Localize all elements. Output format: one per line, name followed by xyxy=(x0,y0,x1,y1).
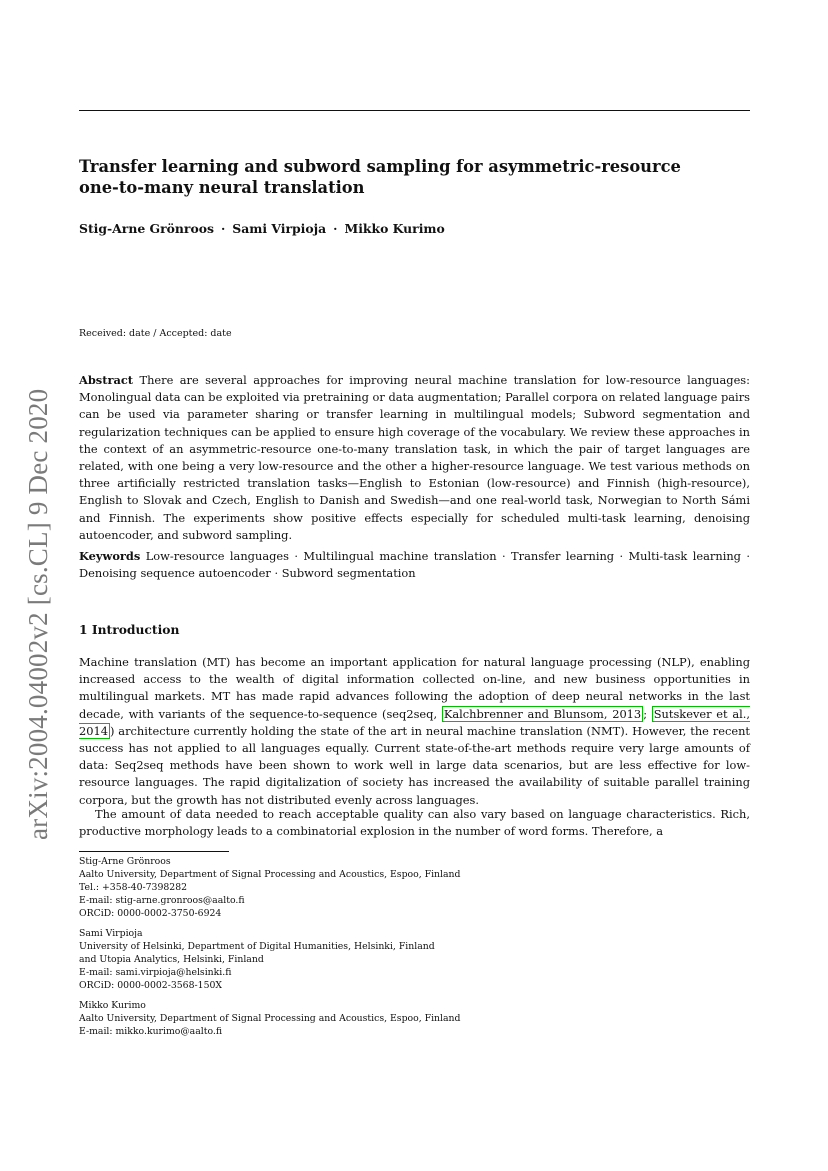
footnote-line: ORCiD: 0000-0002-3568-150X xyxy=(79,980,223,992)
footnote-line: E-mail: mikko.kurimo@aalto.fi xyxy=(79,1026,223,1038)
citation-link-sutskever[interactable]: Sutskever et al., 2014 xyxy=(79,706,751,738)
footnote-line: Stig-Arne Grönroos xyxy=(79,856,171,867)
footnote-line: Mikko Kurimo xyxy=(79,1000,146,1011)
arxiv-identifier: arXiv:2004.04002v2 [cs.CL] 9 Dec 2020 xyxy=(23,388,53,840)
footnote-line: E-mail: stig-arne.gronroos@aalto.fi xyxy=(79,895,245,907)
footnote-line: Sami Virpioja xyxy=(79,928,143,939)
footnote-line: ORCiD: 0000-0002-3750-6924 xyxy=(79,908,222,920)
footnote-line: and Utopia Analytics, Helsinki, Finland xyxy=(79,954,264,966)
author-footnote xyxy=(79,927,639,992)
footnote-rule xyxy=(79,851,229,852)
header-rule xyxy=(79,110,750,111)
author-name: Mikko Kurimo xyxy=(344,221,445,236)
citation-link-kalchbrenner[interactable]: Kalchbrenner and Blunsom, 2013 xyxy=(443,706,642,721)
footnote-line: E-mail: sami.virpioja@helsinki.fi xyxy=(79,967,232,979)
keywords xyxy=(79,548,750,582)
keywords-text: Low-resource languages · Multilingual machine translation · Transfer learning · Multi-task learning · Denoising sequence autoencoder · Subword segmentation xyxy=(79,549,750,581)
author-footnote xyxy=(79,999,639,1038)
introduction-paragraph: The amount of data needed to reach acceptable quality can also vary based on language characteristics. Rich, productive morphology leads to a combinatorial explosion in the number of word forms. Therefore, a xyxy=(79,807,750,839)
footnote-line: University of Helsinki, Department of Digital Humanities, Helsinki, Finland xyxy=(79,941,435,953)
title-line-1: Transfer learning and subword sampling for asymmetric-resource xyxy=(79,157,681,176)
abstract xyxy=(79,372,750,544)
author-footnote xyxy=(79,855,639,920)
author-name: Sami Virpioja xyxy=(232,221,327,236)
footnote-line: Aalto University, Department of Signal Processing and Acoustics, Espoo, Finland xyxy=(79,1013,461,1025)
author-name: Stig-Arne Grönroos xyxy=(79,221,214,236)
paragraph-text: Machine translation (MT) has become an important application for natural language processing (NLP), enabling increased access to the wealth of digital information collected on-line, and new business opportunities in multilingual markets. MT has made rapid advances following the adoption of deep neural networks in the last decade, with variants of the sequence-to-sequence (seq2seq, xyxy=(79,655,750,721)
abstract-text: There are several approaches for improving neural machine translation for low-resource languages: Monolingual data can be exploited via pretraining or data augmentation; Parallel corpora on related language pairs can be used via parameter sharing or transfer learning in multilingual models; Subword segmentation and regularization techniques can be applied to ensure high coverage of the vocabulary. We review these approaches in the context of an asymmetric-resource one-to-many translation task, in which the pair of target languages are related, with one being a very low-resource and the other a higher-resource language. We test various methods on three artificially restricted translation tasks—English to Estonian (low-resource) and Finnish (high-resource), English to Slovak and Czech, English to Danish and Swedish—and one real-world task, Norwegian to North Sámi and Finnish. The experiments show positive effects especially for scheduled multi-task learning, denoising autoencoder, and subword sampling. xyxy=(79,373,750,542)
author-list xyxy=(79,221,445,236)
keywords-label: Keywords xyxy=(79,549,141,563)
title-line-2: one-to-many neural translation xyxy=(79,178,365,197)
received-accepted-line: Received: date / Accepted: date xyxy=(79,328,232,339)
author-separator: · xyxy=(220,221,226,236)
footnote-line: Tel.: +358-40-7398282 xyxy=(79,882,188,894)
footnote-line: Aalto University, Department of Signal Processing and Acoustics, Espoo, Finland xyxy=(79,869,461,881)
paragraph-text: ) architecture currently holding the state of the art in neural machine translation (NMT). However, the recent success has not applied to all languages equally. Current state-of-the-art methods require very large amounts of data: Seq2seq methods have been shown to work well in large data scenarios, but are less effective for low-resource languages. The rapid digitalization of society has increased the availability of suitable parallel training corpora, but the growth has not distributed evenly across languages. xyxy=(79,723,750,807)
paper-title xyxy=(79,156,739,198)
author-separator: · xyxy=(333,221,338,236)
citation-separator: ; xyxy=(643,706,652,721)
section-heading-introduction: 1 Introduction xyxy=(79,622,180,637)
introduction-paragraph xyxy=(79,654,750,809)
abstract-label: Abstract xyxy=(79,373,134,387)
